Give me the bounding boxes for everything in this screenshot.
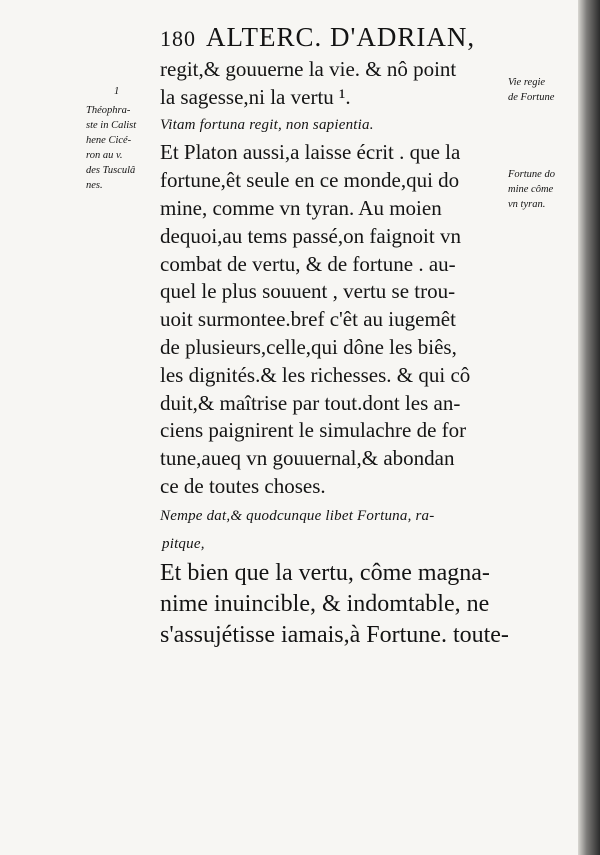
margin-note-line: ste in Calist [86,120,137,131]
margin-note-line: hene Cicé- [86,135,132,146]
page-number: 180 [160,26,196,51]
margin-note-line: Fortune do [508,169,555,180]
text-line: uoit surmontee.bref c'êt au iugemêt [160,307,456,332]
text-line: de plusieurs,celle,qui dône les biês, [160,334,457,359]
margin-note-line: 1 [114,86,120,97]
running-title: ALTERC. D'ADRIAN, [206,22,476,52]
text-line: s'assujétisse iamais,à Fortune. toute- [160,622,509,649]
margin-note-line: des Tusculâ [86,165,136,176]
running-head [160,22,475,53]
text-line: combat de vertu, & de fortune . au- [160,251,456,276]
margin-note-line: mine côme [508,184,554,195]
text-line: duit,& maîtrise par tout.dont les an- [160,390,461,415]
margin-note-line: vn tyran. [508,199,546,210]
margin-note-line: Vie regie [508,77,546,88]
margin-note-right-1 [508,75,554,105]
text-line: mine, comme vn tyran. Au moien [160,195,442,220]
margin-note-line: de Fortune [508,92,555,103]
latin-quote: Nempe dat,& quodcunque libet Fortuna, ra- [160,507,435,524]
latin-quote: pitque, [162,535,205,552]
margin-note-line: nes. [86,180,103,191]
text-line: ciens paignirent le simulachre de for [160,418,467,443]
margin-note-right-2 [508,167,555,212]
page-edge-shadow [578,0,600,855]
text-line: nime inuincible, & indomtable, ne [160,591,490,618]
text-line: fortune,êt seule en ce monde,qui do [160,168,460,193]
margin-note-line: ron au v. [86,150,123,161]
text-line: regit,& gouuerne la vie. & nô point [160,57,457,81]
margin-note-line: Théophra- [86,105,131,116]
text-line: Et Platon aussi,a laisse écrit . que la [160,140,461,165]
text-line: la sagesse,ni la vertu ¹. [160,84,351,109]
latin-quote: Vitam fortuna regit, non sapientia. [160,116,374,133]
text-line: Et bien que la vertu, côme magna- [160,560,490,587]
margin-note-number [86,84,119,99]
text-line: tune,aueq vn gouuernal,& abondan [160,446,455,471]
text-line: les dignités.& les richesses. & qui cô [160,362,471,387]
text-line: ce de toutes choses. [160,473,326,498]
text-line: quel le plus souuent , vertu se trou- [160,279,456,304]
body-text [160,56,509,651]
margin-note-left [86,103,136,193]
text-line: dequoi,au tems passé,on faignoit vn [160,223,461,248]
